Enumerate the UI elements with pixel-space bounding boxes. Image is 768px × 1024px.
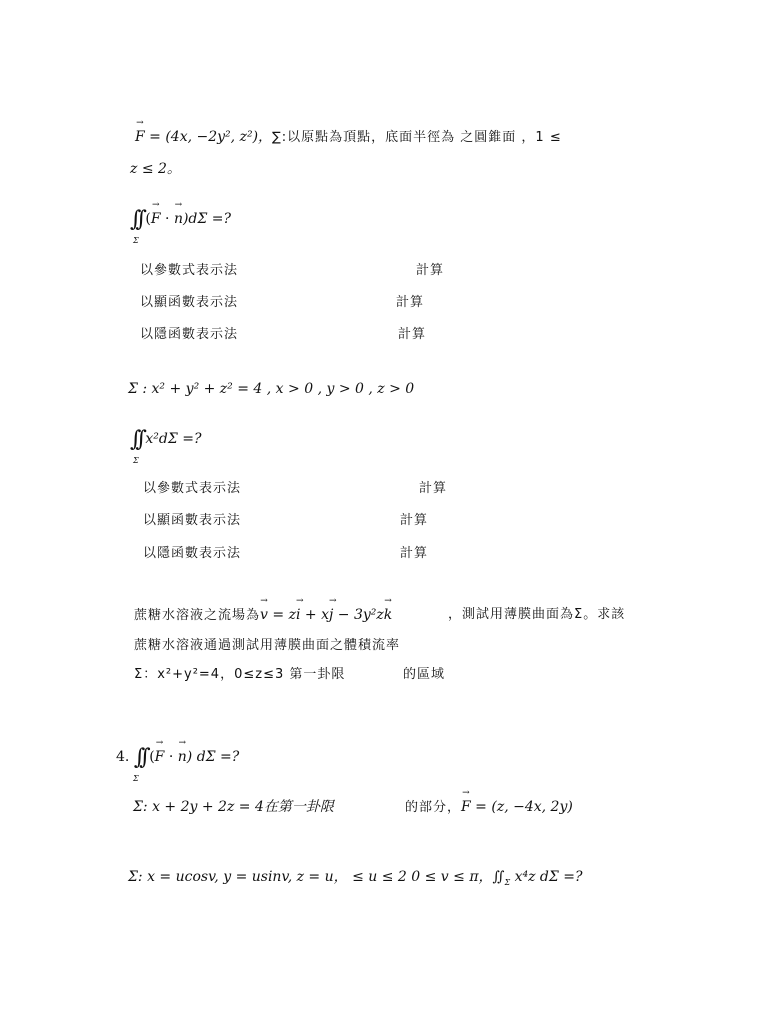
- problem1-integral: ∫∫ (→ F · → n)dΣ =?: [130, 210, 231, 229]
- problem2-sigma: Σ : x² + y² + z² = 4 , x > 0 , y > 0 , z > 0: [128, 381, 415, 397]
- problem4-sigma: Σ: x + 2y + 2z = 4在第一卦限: [133, 799, 334, 815]
- method-explicit: 以顯函數表示法: [143, 513, 242, 528]
- double-integral-sign: ∫∫: [133, 745, 145, 770]
- sigma-description: ∑:以原點為頂點，底面半徑為 之圓錐面 ，1 ≤: [272, 130, 562, 145]
- problem-number: 4.: [116, 749, 130, 765]
- method-parametric: 以參數式表示法: [140, 263, 239, 278]
- problem3-line3: Σ：x²+y²=4，0≤z≤3 第一卦限: [134, 667, 346, 682]
- method-calc: 計算: [400, 546, 429, 561]
- vector-F: → F: [135, 128, 145, 146]
- problem4-field: 的部分，→ F = (z, −4x, 2y): [405, 798, 573, 817]
- F-definition: = (4x, −2y², z²)，: [144, 129, 273, 145]
- method-implicit: 以隱函數表示法: [140, 327, 239, 342]
- problem1-line1: [135, 128, 562, 147]
- problem3-line1: 蔗糖水溶液之流場為→ v = z→ i + x→ j − 3y²z→ k: [134, 606, 392, 625]
- method-implicit: 以隱函數表示法: [143, 546, 242, 561]
- double-integral-sign: ∫∫: [130, 207, 141, 232]
- problem3-line2: 蔗糖水溶液通過測試用薄膜曲面之體積流率: [134, 638, 401, 653]
- problem3-line1-end: ，測試用薄膜曲面為Σ。求該: [448, 607, 626, 622]
- method-calc: 計算: [419, 481, 448, 496]
- integral-subscript: Σ: [133, 774, 139, 783]
- method-calc: 計算: [400, 513, 429, 528]
- integral-subscript: Σ: [133, 236, 139, 245]
- integral-subscript: Σ: [133, 456, 139, 465]
- method-explicit: 以顯函數表示法: [140, 295, 239, 310]
- method-calc: 計算: [396, 295, 425, 310]
- method-calc: 計算: [398, 327, 427, 342]
- problem5: Σ: x = ucosv, y = usinv, z = u， ≤ u ≤ 2 0 ≤ v ≤ π，$∬_\Sigma$ x⁴z dΣ =?: [128, 869, 583, 887]
- method-parametric: 以參數式表示法: [143, 481, 242, 496]
- problem4-integral: 4. ∫∫ (→ F · → n) dΣ =?: [116, 748, 239, 767]
- problem2-integral: ∫∫ x²dΣ =?: [130, 427, 202, 452]
- problem1-line2: z ≤ 2。: [130, 161, 181, 177]
- double-integral-sign: ∫∫: [130, 427, 141, 452]
- problem3-region: 的區域: [403, 667, 446, 682]
- method-calc: 計算: [416, 263, 445, 278]
